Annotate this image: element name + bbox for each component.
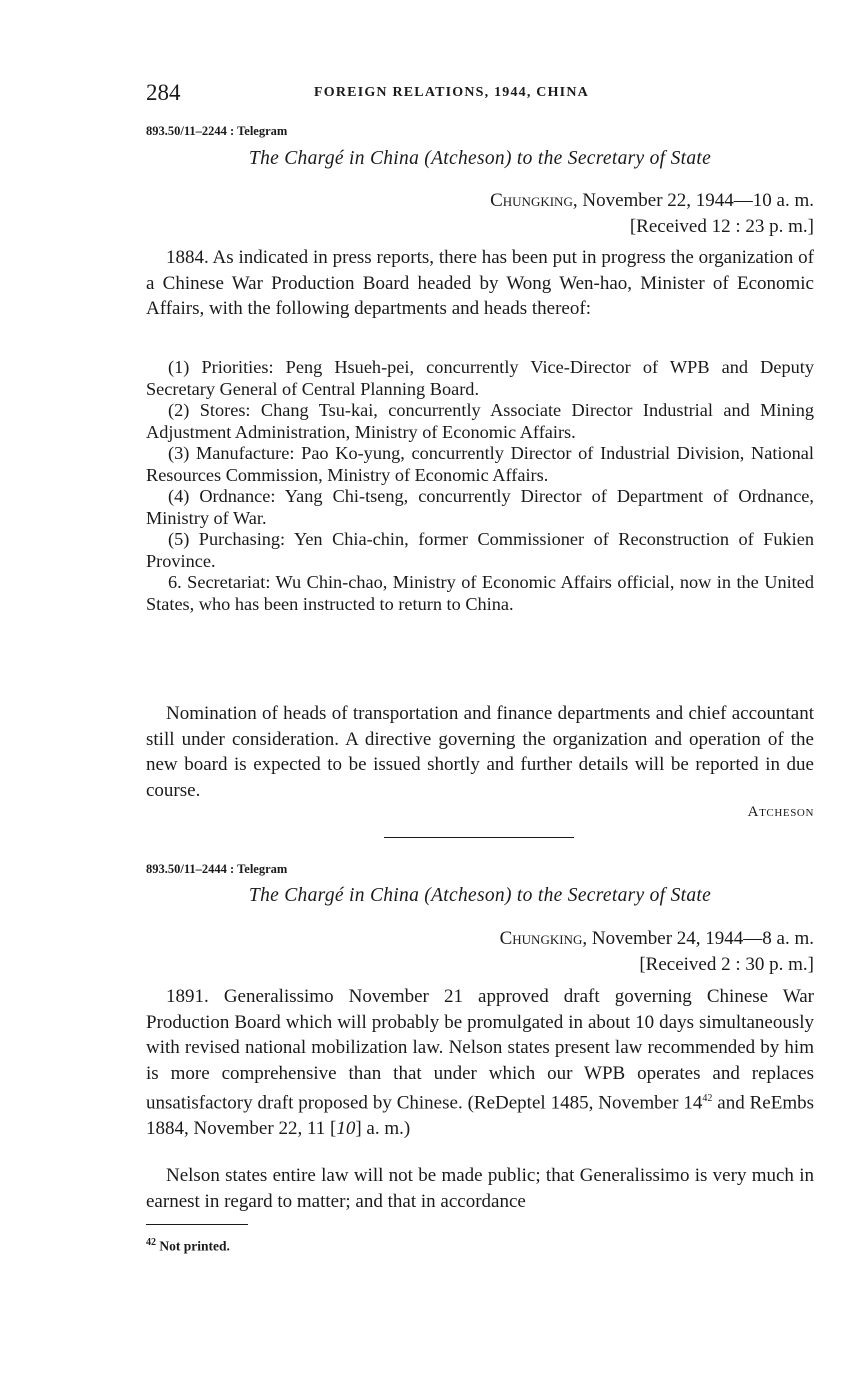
doc-id: 893.50/11–2444 : Telegram [146,862,288,876]
list-item: (1) Priorities: Peng Hsueh-pei, concurrently Vice-Director of WPB and Deputy Secretary General of Central Planning Board. [146,357,814,399]
dateline-date: , November 22, 1944—10 a. m. [572,190,814,211]
dateline-place: Chungking [490,190,573,211]
footnote-divider [146,1224,248,1225]
footnote-reference: 42 [702,1093,713,1104]
page-header [146,80,814,106]
received-line: [Received 12 : 23 p. m.] [629,216,814,237]
paragraph-text: 1891. Generalissimo November 21 approved draft governing Chinese War Production Board which will probably be promulgated in about 10 days simultaneously with revised national mobilization law. Nelson states present law recommended by him is more comprehensive than that under which our WPB operates and replaces unsatisfactory draft proposed by Chinese. (ReDeptel 1485, November 14 [146,986,814,1114]
list-item: (4) Ordnance: Yang Chi-tseng, concurrently Director of Department of Ordnance, Ministry of War. [146,486,814,528]
signature: Atcheson [747,804,814,820]
body-paragraph: Nelson states entire law will not be made public; that Generalissimo is very much in earnest in regard to matter; and that in accordance [146,1165,814,1212]
doc-id: 893.50/11–2244 : Telegram [146,124,288,138]
footnote-text: Not printed. [156,1238,230,1254]
dateline [500,928,814,950]
body-paragraph: 1884. As indicated in press reports, there has been put in progress the organization of a Chinese War Production Board headed by Wong Wen-hao, Minister of Economic Affairs, with the following departments and heads thereof: [146,247,814,319]
doc-title: The Chargé in China (Atcheson) to the Secretary of State [248,148,712,169]
paragraph-text: and ReEmbs 1884, November 22, 11 [ [146,1092,814,1139]
body-paragraph: Nomination of heads of transportation and finance departments and chief accountant still under consideration. A directive governing the organization and operation of the new board is expected to be issued shortly and further details will be reported in due course. [146,703,814,801]
received-line: [Received 2 : 30 p. m.] [639,954,814,975]
dateline-date: , November 24, 1944—8 a. m. [582,928,814,949]
list-item: (5) Purchasing: Yen Chia-chin, former Commissioner of Reconstruction of Fukien Province. [146,529,814,571]
list-item: 6. Secretariat: Wu Chin-chao, Ministry of Economic Affairs official, now in the United States, who has been instructed to return to China. [146,572,814,614]
page-number: 284 [146,80,181,105]
running-head: FOREIGN RELATIONS, 1944, CHINA [314,85,589,100]
footnote-mark: 42 [146,1237,156,1248]
doc-title: The Chargé in China (Atcheson) to the Secretary of State [248,885,712,906]
section-divider [384,837,574,838]
department-list [146,357,814,615]
body-paragraph [146,984,814,1141]
paragraph-text-italic: 10 [336,1117,356,1139]
footnote [146,1237,230,1255]
paragraph-text: ] a. m.) [355,1117,411,1139]
dateline-place: Chungking [499,928,583,949]
dateline [490,190,814,212]
list-item: (2) Stores: Chang Tsu-kai, concurrently Associate Director Industrial and Mining Adjustment Administration, Ministry of Economic Affairs. [146,400,814,442]
list-item: (3) Manufacture: Pao Ko-yung, concurrently Director of Industrial Division, National Resources Commission, Ministry of Economic Affairs. [146,443,814,485]
